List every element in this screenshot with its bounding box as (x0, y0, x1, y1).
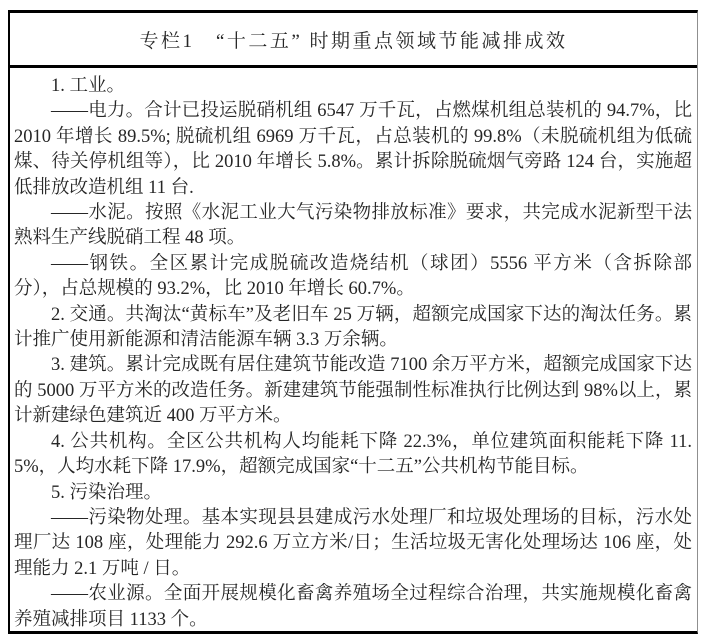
sidebar-box-panel (8, 10, 698, 634)
paragraph-industry-heading: 1. 工业。 (51, 76, 126, 96)
panel-title: 专栏1 “十二五” 时期重点领域节能减排成效 (139, 30, 568, 52)
paragraph-pollutant-treatment: ——污染物处理。基本实现县县建成污水处理厂和垃圾处理场的目标，污水处理厂达 108 座，处理能力 292.6 万立方米/日；生活垃圾无害化处理场达 106 座，处理能力 2.1 万吨 / 日。 (14, 507, 692, 579)
paragraph-cement: ——水泥。按照《水泥工业大气污染物排放标准》要求，共完成水泥新型干法熟料生产线脱硝工程 48 项。 (14, 203, 692, 249)
paragraph-steel: ——钢铁。全区累计完成脱硫改造烧结机（球团）5556 平方米（含拆除部分），占总规模的 93.2%，比 2010 年增长 60.7%。 (14, 253, 692, 300)
paragraph-electric-power: ——电力。合计已投运脱硝机组 6547 万千瓦，占燃煤机组总装机的 94.7%，比 2010 年增长 89.5%; 脱硫机组 6969 万千瓦，占总装机的 99.8%（未脱硫机组为低硫煤、待关停机组等），比 2010 年增长 5.8%。累计拆除脱硫烟气旁路 124 台，实施超低排放改造机组 11 台. (14, 101, 692, 198)
paragraph-transport: 2. 交通。共淘汰“黄标车”及老旧车 25 万辆，超额完成国家下达的淘汰任务。累计推广使用新能源和清洁能源车辆 3.3 万余辆。 (14, 304, 692, 351)
panel-title-bar (10, 13, 697, 68)
paragraph-public-institutions: 4. 公共机构。全区公共机构人均能耗下降 22.3%，单位建筑面积能耗下降 11.5%，人均水耗下降 17.9%，超额完成国家“十二五”公共机构节能目标。 (14, 431, 692, 478)
paragraph-construction: 3. 建筑。累计完成既有居住建筑节能改造 7100 余万平方米，超额完成国家下达的 5000 万平方米的改造任务。新建建筑节能强制性标准执行比例达到 98%以上，累计新建绿色建筑近 400 万平方米。 (14, 355, 692, 427)
paragraph-pollution-heading: 5. 污染治理。 (51, 482, 163, 503)
paragraph-agricultural-sources: ——农业源。全面开展规模化畜禽养殖场全过程综合治理，共实施规模化畜禽养殖减排项目 1133 个。 (14, 584, 692, 630)
panel-body-text (10, 68, 697, 633)
